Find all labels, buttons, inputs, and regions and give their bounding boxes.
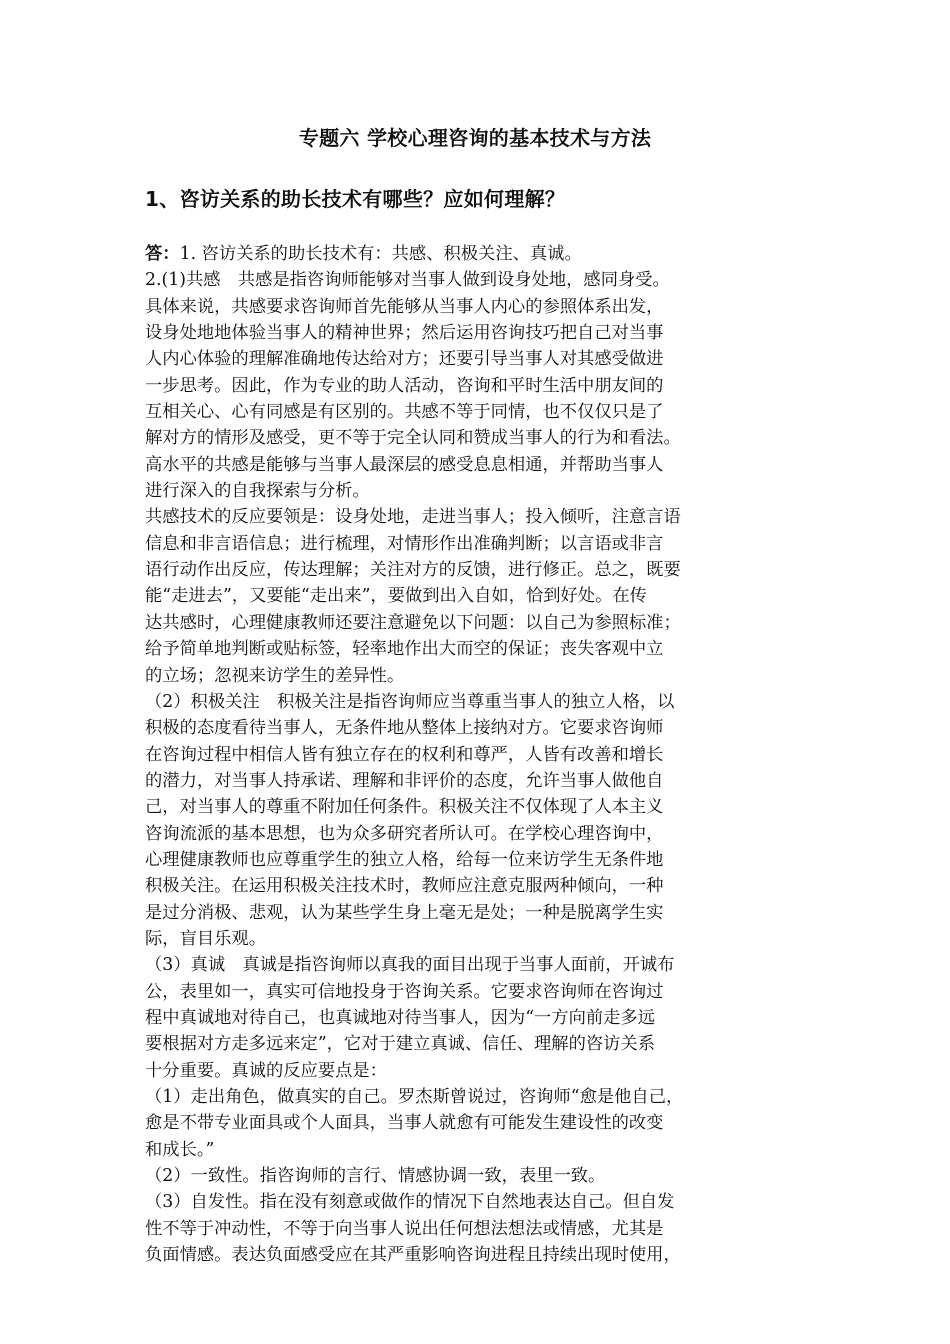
- text-line: 进行深入的自我探索与分析。: [145, 481, 370, 502]
- text-line: 是过分消极、悲观，认为某些学生身上毫无是处；一种是脱离学生实: [145, 902, 664, 923]
- text-line: 公，表里如一，真实可信地投身于咨询关系。它要求咨询师在咨询过: [145, 981, 664, 1002]
- answer-summary: 1. 咨访关系的助长技术有：共感、积极关注、真诚。: [179, 244, 582, 264]
- text-line: 共感技术的反应要领是：设身处地，走进当事人；投入倾听，注意言语: [145, 507, 681, 528]
- text-line: 的立场；忽视来访学生的差异性。: [145, 665, 405, 686]
- text-line: 设身处地地体验当事人的精神世界；然后运用咨询技巧把自己对当事: [145, 323, 664, 344]
- text-line: （2）一致性。指咨询师的言行、情感协调一致，表里一致。: [145, 1166, 606, 1187]
- text-line: 性不等于冲动性，不等于向当事人说出任何想法想法或情感，尤其是: [145, 1218, 664, 1239]
- text-line: 和成长。”: [145, 1139, 215, 1160]
- text-line: 一步思考。因此，作为专业的助人活动，咨询和平时生活中朋友间的: [145, 375, 664, 396]
- text-line: 积极关注。在运用积极关注技术时，教师应注意克服两种倾向，一种: [145, 876, 664, 897]
- text-line: 际，盲目乐观。: [145, 928, 266, 949]
- text-line: 要根据对方走多远来定”，它对于建立真诚、信任、理解的咨访关系: [145, 1034, 655, 1055]
- answer-label: 答：: [145, 244, 180, 264]
- answer-body: [145, 241, 825, 1268]
- answer-first-line: [145, 241, 825, 267]
- text-line: 己，对当事人的尊重不附加任何条件。积极关注不仅体现了人本主义: [145, 797, 664, 818]
- text-line: 语行动作出反应，传达理解；关注对方的反馈，进行修正。总之，既要: [145, 560, 681, 581]
- text-line: （3）自发性。指在没有刻意或做作的情况下自然地表达自己。但自发: [145, 1192, 675, 1213]
- text-line: 咨询流派的基本思想，也为众多研究者所认可。在学校心理咨询中，: [145, 823, 664, 844]
- text-line: 程中真诚地对待自己，也真诚地对待当事人，因为“一方向前走多远: [145, 1007, 655, 1028]
- text-line: 信息和非言语信息；进行梳理，对情形作出准确判断；以言语或非言: [145, 533, 664, 554]
- question-heading: 1、咨访关系的助长技术有哪些？应如何理解？: [145, 187, 566, 211]
- text-line: 互相关心、心有同感是有区别的。共感不等于同情，也不仅仅只是了: [145, 402, 664, 423]
- text-line: 达共感时，心理健康教师还要注意避免以下问题：以自己为参照标准；: [145, 612, 681, 633]
- text-line: 积极的态度看待当事人，无条件地从整体上接纳对方。它要求咨询师: [145, 718, 664, 739]
- text-line: 具体来说，共感要求咨询师首先能够从当事人内心的参照体系出发，: [145, 296, 664, 317]
- text-line: 人内心体验的理解准确地传达给对方；还要引导当事人对其感受做进: [145, 349, 664, 370]
- text-line: 心理健康教师也应尊重学生的独立人格，给每一位来访学生无条件地: [145, 849, 664, 870]
- text-line: 在咨询过程中相信人皆有独立存在的权利和尊严，人皆有改善和增长: [145, 744, 664, 765]
- text-line: 十分重要。真诚的反应要点是：: [145, 1060, 387, 1081]
- document-title: 专题六 学校心理咨询的基本技术与方法: [298, 126, 652, 150]
- text-line: 的潜力，对当事人持承诺、理解和非评价的态度，允许当事人做他自: [145, 770, 664, 791]
- text-line: 解对方的情形及感受，更不等于完全认同和赞成当事人的行为和看法。: [145, 428, 681, 449]
- text-line: 负面情感。表达负面感受应在其严重影响咨询进程且持续出现时使用，: [145, 1245, 681, 1266]
- text-line: 2.(1)共感 共感是指咨询师能够对当事人做到设身处地，感同身受。: [145, 270, 670, 291]
- text-line: （2）积极关注 积极关注是指咨询师应当尊重当事人的独立人格，以: [145, 691, 675, 712]
- text-line: 高水平的共感是能够与当事人最深层的感受息息相通，并帮助当事人: [145, 454, 664, 475]
- text-line: （3）真诚 真诚是指咨询师以真我的面目出现于当事人面前，开诚布: [145, 955, 675, 976]
- text-line: （1）走出角色，做真实的自己。罗杰斯曾说过，咨询师“愈是他自己，: [145, 1087, 684, 1107]
- text-line: 愈是不带专业面具或个人面具，当事人就愈有可能发生建设性的改变: [145, 1113, 664, 1134]
- text-line: 能“走进去”，又要能“走出来”，要做到出入自如，恰到好处。在传: [145, 586, 647, 607]
- text-line: 给予简单地判断或贴标签，轻率地作出大而空的保证；丧失客观中立: [145, 639, 664, 660]
